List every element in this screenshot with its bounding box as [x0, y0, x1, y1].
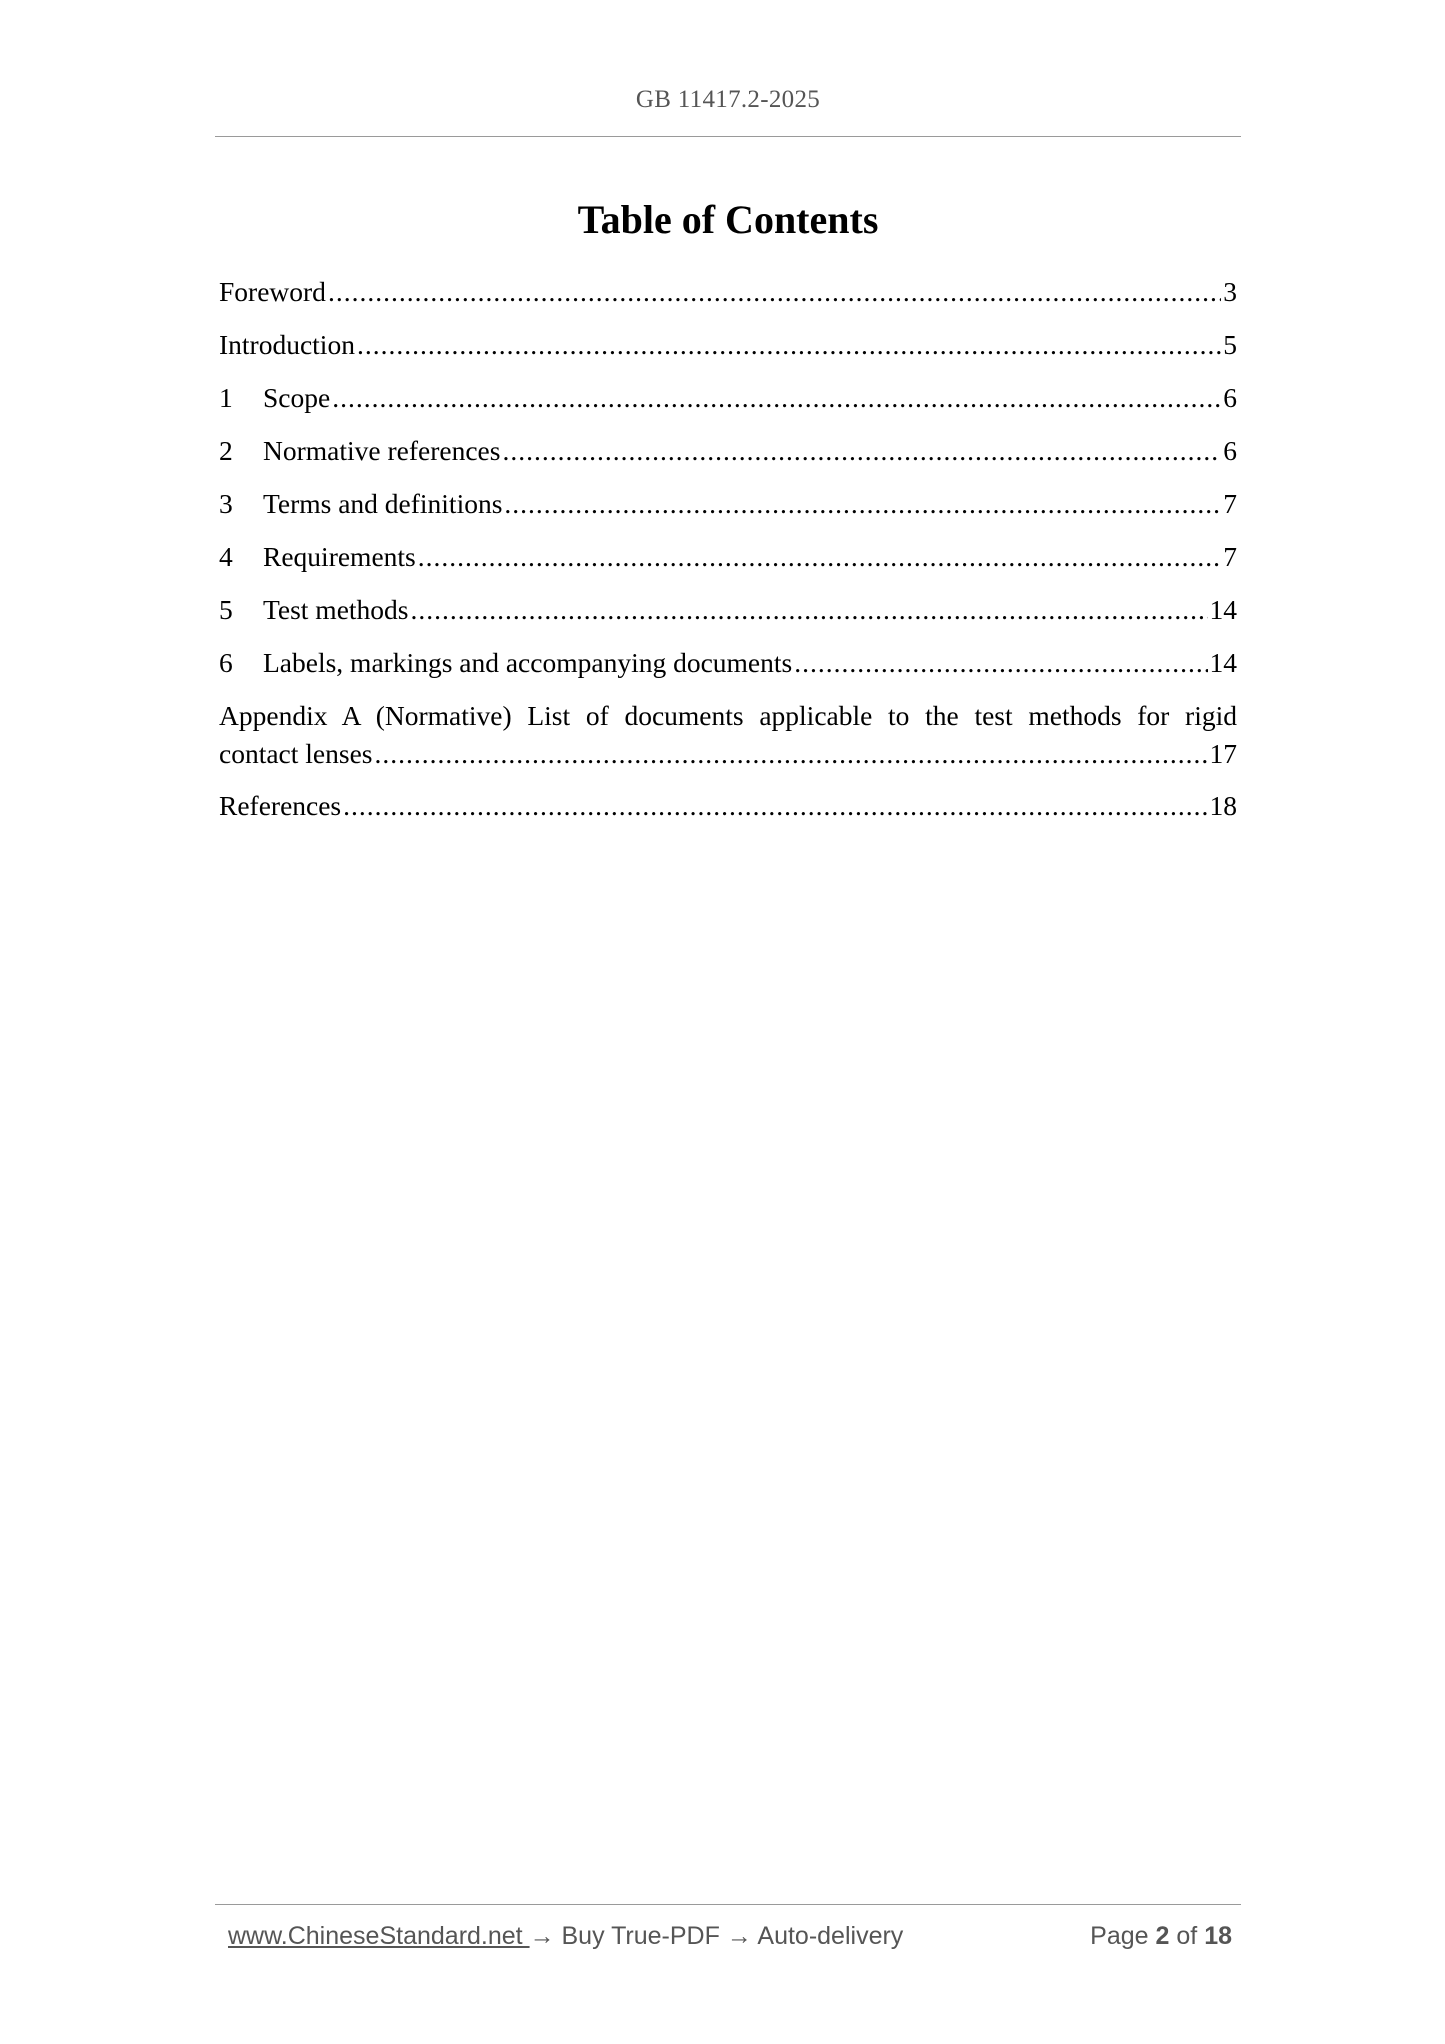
- toc-entry-foreword[interactable]: [219, 273, 1237, 326]
- dot-leader: [411, 591, 1208, 629]
- toc-entry-label: Test methods: [263, 594, 409, 625]
- toc-entry-number: 3: [219, 488, 233, 519]
- dot-leader: [418, 538, 1222, 576]
- toc-entry-labels-markings[interactable]: [219, 644, 1237, 697]
- arrow-right-icon: →: [726, 1922, 752, 1950]
- toc-entry-references[interactable]: [219, 787, 1237, 840]
- toc-entry-page: 5: [1223, 329, 1237, 360]
- toc-entry-label: Normative references: [263, 435, 501, 466]
- page-total: 18: [1204, 1922, 1232, 1950]
- toc-entry-test-methods[interactable]: [219, 591, 1237, 644]
- website-link[interactable]: www.ChineseStandard.net: [228, 1922, 530, 1950]
- toc-entry-page: 3: [1223, 276, 1237, 307]
- dot-leader: [332, 379, 1221, 417]
- toc-entry-normative-references[interactable]: [219, 432, 1237, 485]
- toc-entry-number: 5: [219, 594, 233, 625]
- dot-leader: [374, 735, 1207, 773]
- toc-entry-label: Appendix A (Normative) List of documents applicable to the test methods for rigid: [219, 700, 1237, 731]
- toc-entry-label: Foreword: [219, 276, 326, 307]
- toc-entry-page: 18: [1209, 790, 1237, 821]
- toc-entry-scope[interactable]: [219, 379, 1237, 432]
- toc-entry-page: 14: [1209, 647, 1237, 678]
- page-indicator: [1090, 1922, 1232, 1951]
- arrow-right-icon: →: [529, 1922, 555, 1950]
- toc-entry-number: 6: [219, 647, 233, 678]
- toc-title: Table of Contents: [577, 197, 879, 242]
- page-word: Page: [1090, 1922, 1149, 1950]
- toc-entry-page: 17: [1209, 738, 1237, 769]
- toc-entry-label-continued: contact lenses: [219, 738, 373, 769]
- toc-entry-requirements[interactable]: [219, 538, 1237, 591]
- footer-promo: [228, 1922, 903, 1951]
- toc-entry-label: Introduction: [219, 329, 355, 360]
- delivery-text: Auto-delivery: [751, 1922, 904, 1950]
- header-divider: [215, 136, 1241, 137]
- footer-divider: [215, 1904, 1241, 1905]
- dot-leader: [504, 485, 1221, 523]
- toc-entry-label: Requirements: [263, 541, 416, 572]
- toc-entry-label: Scope: [263, 382, 331, 413]
- toc-entry-introduction[interactable]: [219, 326, 1237, 379]
- dot-leader: [502, 432, 1221, 470]
- page-of: of: [1176, 1922, 1198, 1950]
- toc-entry-page: 6: [1223, 382, 1237, 413]
- toc-entry-label: Labels, markings and accompanying documents: [263, 647, 793, 678]
- toc-entry-page: 7: [1223, 541, 1237, 572]
- page-current: 2: [1155, 1922, 1170, 1950]
- toc-entry-number: 2: [219, 435, 233, 466]
- dot-leader: [328, 273, 1221, 311]
- dot-leader: [357, 326, 1221, 364]
- toc-entry-number: 4: [219, 541, 233, 572]
- toc-entry-number: 1: [219, 382, 233, 413]
- toc-entry-label: References: [219, 790, 342, 821]
- dot-leader: [343, 787, 1207, 825]
- dot-leader: [794, 644, 1207, 682]
- document-header: GB 11417.2-2025: [635, 86, 821, 113]
- toc-entry-page: 7: [1223, 488, 1237, 519]
- toc-entry-appendix-a[interactable]: [219, 697, 1237, 773]
- toc-entry-terms-and-definitions[interactable]: [219, 485, 1237, 538]
- toc-entry-label: Terms and definitions: [263, 488, 503, 519]
- toc-entry-page: 6: [1223, 435, 1237, 466]
- table-of-contents: [219, 273, 1237, 840]
- toc-entry-page: 14: [1209, 594, 1237, 625]
- buy-text: Buy True-PDF: [554, 1922, 727, 1950]
